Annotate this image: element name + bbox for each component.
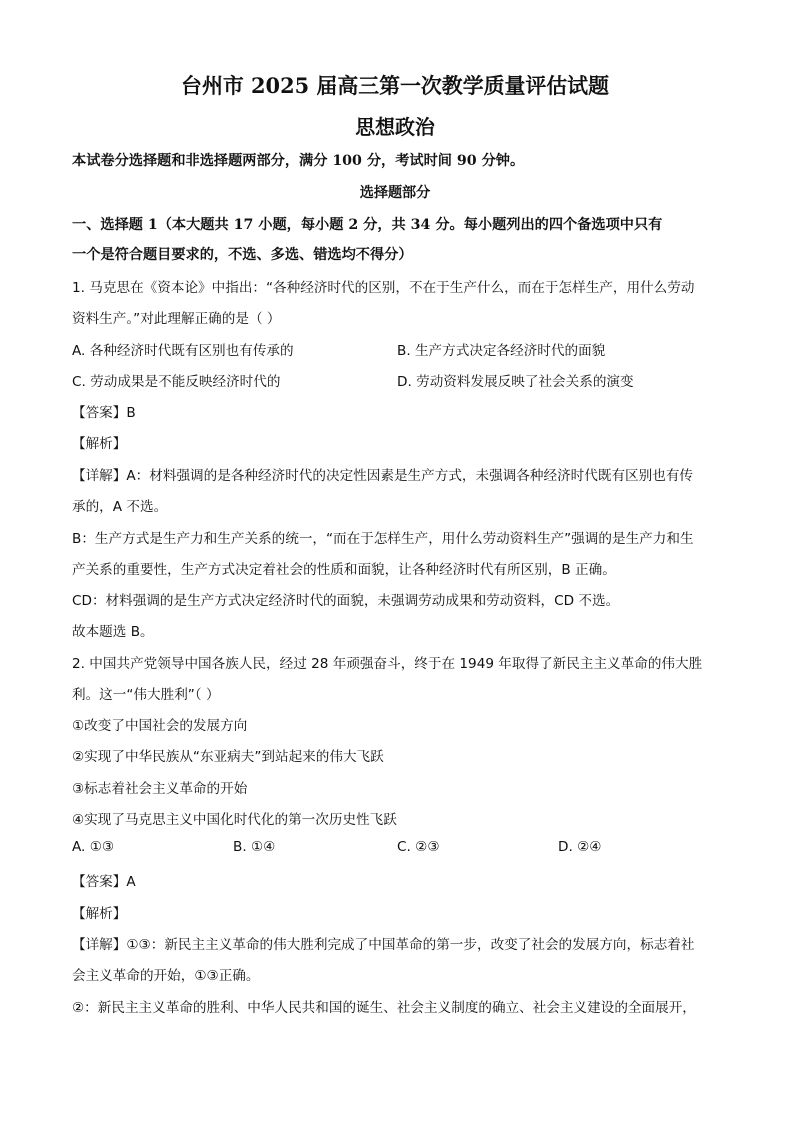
q2-detail-line2: 会主义革命的开始，①③正确。 <box>72 968 260 984</box>
q2-statement-3: ③标志着社会主义革命的开始 <box>72 781 248 797</box>
q2-detail-line3: ②：新民主主义革命的胜利、中华人民共和国的诞生、社会主义制度的确立、社会主义建设的全面展开， <box>72 1000 696 1016</box>
q2-statement-2: ②实现了中华民族从“东亚病夫”到站起来的伟大飞跃 <box>72 749 384 765</box>
q1-detail-line1: 【详解】A：材料强调的是各种经济时代的决定性因素是生产方式，未强调各种经济时代既有区别也有传 <box>72 468 694 484</box>
q2-stem-line2: 利。这一“伟大胜利”（ ） <box>72 687 220 703</box>
q2-analysis-label: 【解析】 <box>72 906 127 922</box>
exam-title: 台州市 2025 届高三第一次教学质量评估试题 <box>181 73 609 98</box>
q1-stem-line2: 资料生产。”对此理解正确的是（ ） <box>72 311 281 327</box>
q1-option-c: C. 劳动成果是不能反映经济时代的 <box>72 374 281 390</box>
section-label: 选择题部分 <box>359 185 431 201</box>
q2-statement-4: ④实现了马克思主义中国化时代化的第一次历史性飞跃 <box>72 812 397 828</box>
q2-answer: 【答案】A <box>72 874 136 890</box>
q1-detail-line6: 故本题选 B。 <box>72 624 154 640</box>
q2-option-b: B. ①④ <box>233 839 276 855</box>
q1-stem-line1: 1. 马克思在《资本论》中指出：“各种经济时代的区别，不在于生产什么，而在于怎样生产，用什么劳动 <box>72 280 695 296</box>
q1-option-a: A. 各种经济时代既有区别也有传承的 <box>72 343 294 359</box>
q1-answer: 【答案】B <box>72 405 136 421</box>
q1-analysis-label: 【解析】 <box>72 436 127 452</box>
q1-detail-line2: 承的，A 不选。 <box>72 499 168 515</box>
subject-title: 思想政治 <box>355 115 435 139</box>
q2-stem-line1: 2. 中国共产党领导中国各族人民，经过 28 年顽强奋斗，终于在 1949 年取得了新民主主义革命的伟大胜 <box>72 656 703 672</box>
q2-option-a: A. ①③ <box>72 839 115 855</box>
section-instruction-line2: 一个是符合题目要求的，不选、多选、错选均不得分） <box>72 247 413 263</box>
q1-detail-line5: CD：材料强调的是生产方式决定经济时代的面貌，未强调劳动成果和劳动资料，CD 不选。 <box>72 593 620 609</box>
q2-option-c: C. ②③ <box>397 839 440 855</box>
exam-intro: 本试卷分选择题和非选择题两部分，满分 100 分，考试时间 90 分钟。 <box>72 153 525 169</box>
section-instruction-line1: 一、选择题 1（本大题共 17 小题，每小题 2 分，共 34 分。每小题列出的四个备选项中只有 <box>72 217 663 233</box>
q2-statement-1: ①改变了中国社会的发展方向 <box>72 718 248 734</box>
q2-option-d: D. ②④ <box>558 839 602 855</box>
q1-option-b: B. 生产方式决定各经济时代的面貌 <box>397 343 606 359</box>
q2-detail-line1: 【详解】①③：新民主主义革命的伟大胜利完成了中国革命的第一步，改变了社会的发展方向，标志着社 <box>72 937 695 953</box>
q1-detail-line3: B：生产方式是生产力和生产关系的统一，“而在于怎样生产，用什么劳动资料生产”强调的是生产力和生 <box>72 531 694 547</box>
q1-option-d: D. 劳动资料发展反映了社会关系的演变 <box>397 374 634 390</box>
q1-detail-line4: 产关系的重要性，生产方式决定着社会的性质和面貌，让各种经济时代有所区别，B 正确。 <box>72 562 616 578</box>
